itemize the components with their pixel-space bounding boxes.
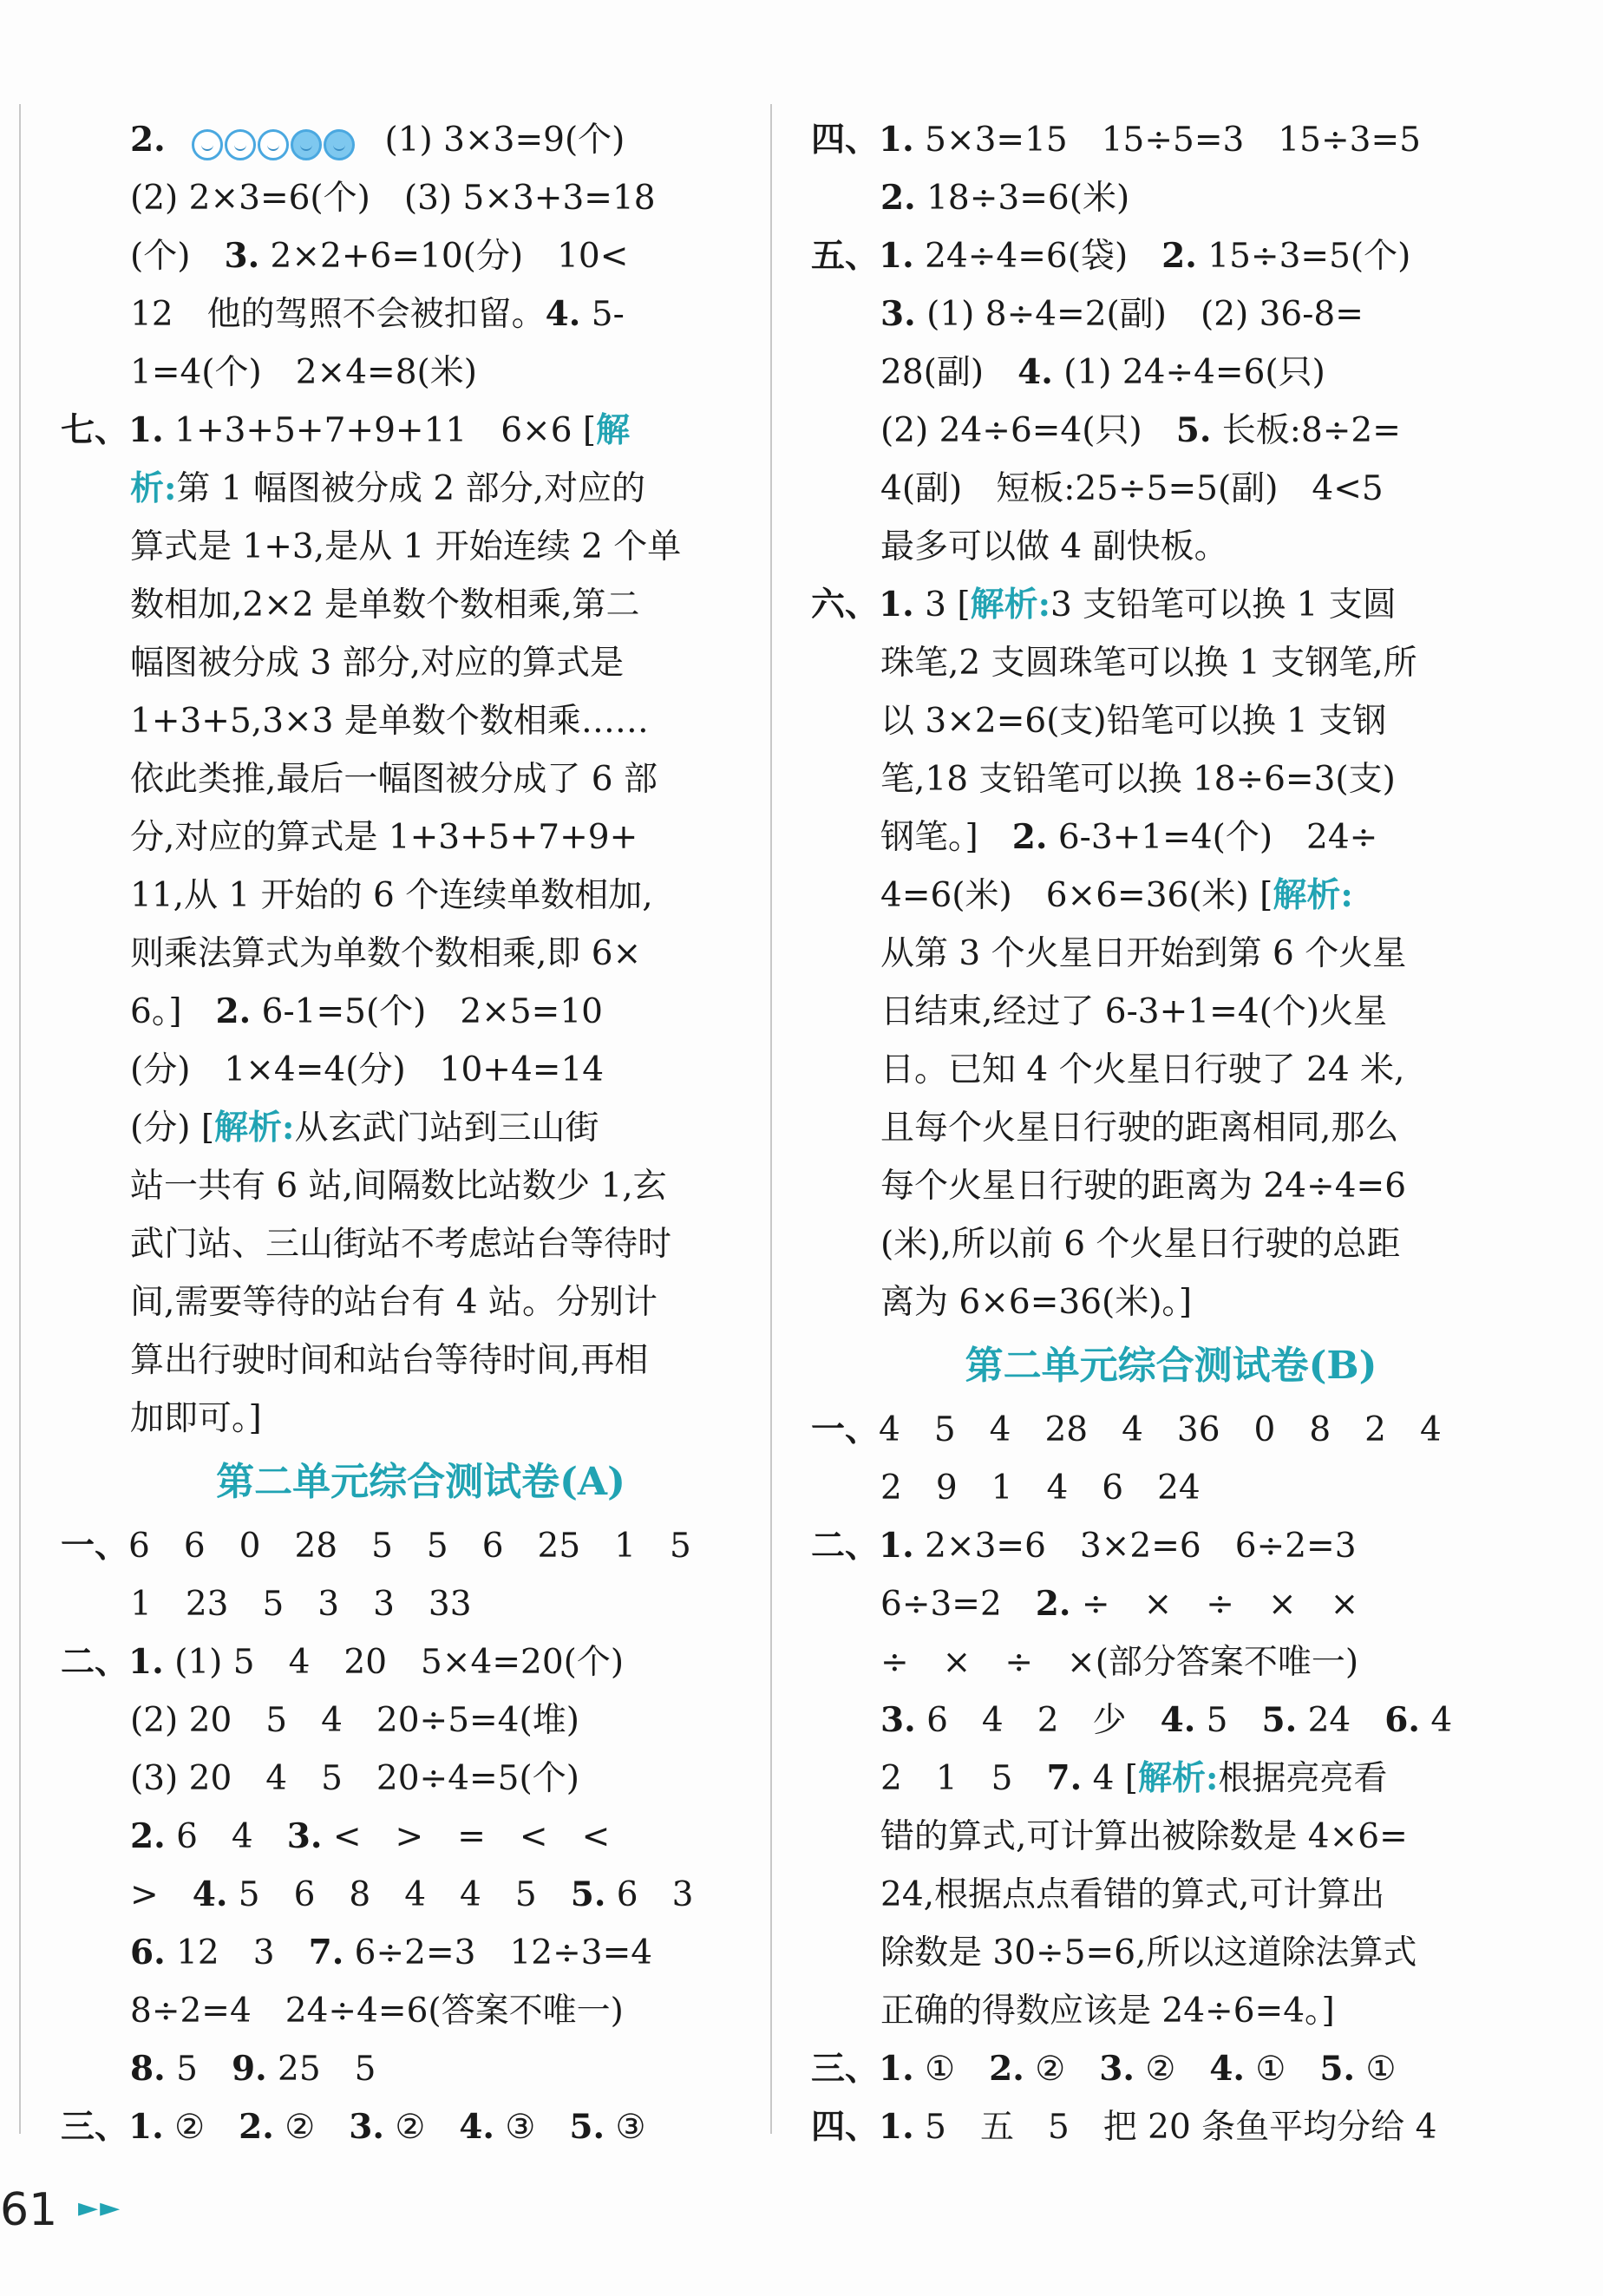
answer-line: 三、1. ① 2. ② 3. ② 4. ① 5. ① <box>811 2049 1397 2089</box>
answer-line: 28(副) 4. (1) 24÷4=6(只) <box>880 352 1325 392</box>
answer-line: 11,从 1 开始的 6 个连续单数相加, <box>130 876 653 915</box>
section-title-a: 第二单元综合测试卷(A) <box>216 1460 625 1504</box>
answer-line: 一、4 5 4 28 4 36 0 8 2 4 <box>811 1410 1442 1449</box>
column-divider <box>770 104 772 2134</box>
answer-line: 间,需要等待的站台有 4 站。分别计 <box>130 1283 658 1322</box>
answer-line: 以 3×2=6(支)铅笔可以换 1 支钢 <box>880 702 1387 741</box>
answer-line: 算式是 1+3,是从 1 开始连续 2 个单 <box>130 527 682 566</box>
answer-line: (2) 24÷6=4(只) 5. 长板:8÷2= <box>880 410 1401 450</box>
answer-line: 日。已知 4 个火星日行驶了 24 米, <box>880 1050 1405 1089</box>
answer-line: 站一共有 6 站,间隔数比站数少 1,玄 <box>130 1167 667 1206</box>
answer-line: 算出行驶时间和站台等待时间,再相 <box>130 1341 649 1380</box>
answer-line: (3) 20 4 5 20÷4=5(个) <box>130 1759 579 1798</box>
answer-line: 8. 5 9. 25 5 <box>130 2049 376 2089</box>
answer-line: (个) 3. 2×2+6=10(分) 10< <box>130 236 629 276</box>
answer-line: 3. (1) 8÷4=2(副) (2) 36-8= <box>880 294 1364 334</box>
answer-line: 六、1. 3 [解析:3 支铅笔可以换 1 支圆 <box>811 585 1397 625</box>
section-seven-line: 七、1. 1+3+5+7+9+11 6×6 [解 <box>61 410 631 450</box>
answer-line: 三、1. ② 2. ② 3. ② 4. ③ 5. ③ <box>61 2107 646 2147</box>
smiley-face-filled-icon <box>324 129 355 160</box>
page-arrow-icon: ►► <box>78 2193 122 2223</box>
left-column <box>61 111 746 2156</box>
answer-line: 2 1 5 7. 4 [解析:根据亮亮看 <box>880 1758 1388 1798</box>
answer-line: 4=6(米) 6×6=36(米) [解析: <box>880 875 1353 915</box>
answer-line: 幅图被分成 3 部分,对应的算式是 <box>130 644 625 683</box>
answer-line: 1=4(个) 2×4=8(米) <box>130 353 477 392</box>
answer-line: 四、1. 5×3=15 15÷5=3 15÷3=5 <box>811 120 1421 160</box>
answer-line: 分,对应的算式是 1+3+5+7+9+ <box>130 818 638 857</box>
answer-line: 2. 18÷3=6(米) <box>880 178 1130 218</box>
answer-line: (2) 2×3=6(个) (3) 5×3+3=18 <box>130 179 656 218</box>
answer-line: 3. 6 4 2 少 4. 5 5. 24 6. 4 <box>880 1700 1453 1740</box>
answer-line: > 4. 5 6 8 4 4 5 5. 6 3 <box>130 1874 694 1914</box>
answer-line: ÷ × ÷ ×(部分答案不唯一) <box>880 1643 1359 1682</box>
answer-line: 2 9 1 4 6 24 <box>880 1469 1201 1508</box>
answer-line: 每个火星日行驶的距离为 24÷4=6 <box>880 1167 1407 1206</box>
answer-line: 2. (1) 3×3=9(个) <box>61 111 746 169</box>
answer-line: 6÷3=2 2. ÷ × ÷ × × <box>880 1584 1359 1624</box>
smiley-face-icon <box>192 129 223 160</box>
page-number: 61 <box>0 2184 58 2236</box>
answer-line: 武门站、三山街站不考虑站台等待时 <box>130 1225 672 1264</box>
answer-line: (分) 1×4=4(分) 10+4=14 <box>130 1050 605 1089</box>
answer-line: 2. 6 4 3. < > = < < <box>130 1816 611 1856</box>
answer-line: 从第 3 个火星日开始到第 6 个火星 <box>880 934 1407 973</box>
answer-line: 且每个火星日行驶的距离相同,那么 <box>880 1109 1399 1148</box>
answer-line: 4(副) 短板:25÷5=5(副) 4<5 <box>880 469 1384 508</box>
answer-line: 1 23 5 3 3 33 <box>130 1585 472 1624</box>
answer-line: (2) 20 5 4 20÷5=4(堆) <box>130 1701 579 1740</box>
smiley-face-filled-icon <box>291 129 322 160</box>
smiley-face-icon <box>225 129 256 160</box>
answer-line: 24,根据点点看错的算式,可计算出 <box>880 1875 1385 1914</box>
answer-line: 钢笔。] 2. 6-3+1=4(个) 24÷ <box>880 817 1378 857</box>
answer-line: 则乘法算式为单数个数相乘,即 6× <box>130 934 642 973</box>
answer-line: 五、1. 24÷4=6(袋) 2. 15÷3=5(个) <box>811 236 1411 276</box>
answer-line: 8÷2=4 24÷4=6(答案不唯一) <box>130 1992 624 2031</box>
answer-line: 析:第 1 幅图被分成 2 部分,对应的 <box>130 468 646 508</box>
answer-line: 最多可以做 4 副快板。 <box>880 527 1228 566</box>
answer-line: 依此类推,最后一幅图被分成了 6 部 <box>130 760 658 799</box>
answer-line: 珠笔,2 支圆珠笔可以换 1 支钢笔,所 <box>880 644 1417 683</box>
left-margin-rule <box>19 104 21 2134</box>
answer-line: 除数是 30÷5=6,所以这道除法算式 <box>880 1933 1417 1972</box>
answer-line: 二、1. 2×3=6 3×2=6 6÷2=3 <box>811 1526 1357 1566</box>
answer-line: 正确的得数应该是 24÷6=4。] <box>880 1992 1335 2031</box>
smiley-face-icon <box>258 129 289 160</box>
smiley-rating-icons <box>192 114 357 172</box>
answer-line: 四、1. 5 五 5 把 20 条鱼平均分给 4 <box>811 2107 1437 2147</box>
answer-line: 错的算式,可计算出被除数是 4×6= <box>880 1817 1408 1856</box>
answer-line: 一、6 6 0 28 5 5 6 25 1 5 <box>61 1526 691 1566</box>
answer-line: 1+3+5,3×3 是单数个数相乘…… <box>130 702 649 741</box>
answer-line: 日结束,经过了 6-3+1=4(个)火星 <box>880 992 1388 1031</box>
right-column <box>811 111 1496 2156</box>
section-title-b: 第二单元综合测试卷(B) <box>965 1344 1377 1388</box>
answer-line: 12 他的驾照不会被扣留。4. 5- <box>130 294 625 334</box>
answer-line: 笔,18 支铅笔可以换 18÷6=3(支) <box>880 760 1396 799</box>
answer-line: 加即可。] <box>130 1399 262 1438</box>
answer-line: 6。] 2. 6-1=5(个) 2×5=10 <box>130 991 603 1031</box>
answer-line: (分) [解析:从玄武门站到三山街 <box>130 1108 599 1148</box>
answer-line: 数相加,2×2 是单数个数相乘,第二 <box>130 585 640 625</box>
answer-line: 二、1. (1) 5 4 20 5×4=20(个) <box>61 1642 625 1682</box>
answer-line: 离为 6×6=36(米)。] <box>880 1283 1193 1322</box>
answer-line: 6. 12 3 7. 6÷2=3 12÷3=4 <box>130 1933 653 1972</box>
answer-line: (米),所以前 6 个火星日行驶的总距 <box>880 1225 1401 1264</box>
